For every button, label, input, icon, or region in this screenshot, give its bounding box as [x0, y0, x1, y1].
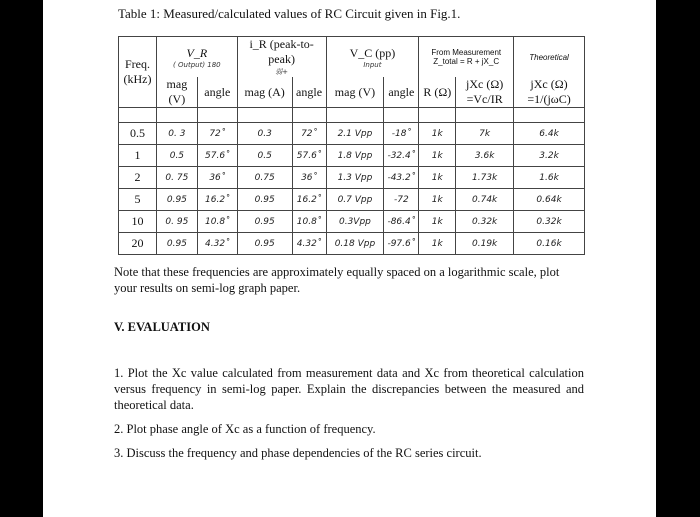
cell-ir-ang: 16.2˚ — [292, 189, 326, 211]
cell-ir-ang: 10.8˚ — [292, 211, 326, 233]
cell-ir-mag: 0.95 — [237, 233, 292, 255]
cell-xc-m: 1.73k — [456, 167, 514, 189]
freq-header: Freq. (kHz) — [119, 37, 157, 108]
cell-vc-mag: 2.1 Vpp — [326, 123, 384, 145]
cell-ir-mag: 0.95 — [237, 211, 292, 233]
cell-vr-mag: 0.5 — [156, 145, 197, 167]
cell-ir-ang: 36˚ — [292, 167, 326, 189]
table-spacer-row — [119, 108, 585, 123]
ir-header: i_R (peak-to-peak) 弱+ — [237, 37, 326, 78]
cell-vr-ang: 72˚ — [197, 123, 237, 145]
cell-xc-t: 0.16k — [514, 233, 585, 255]
note-paragraph: Note that these frequencies are approximately equally spaced on a logarithmic scale, plot your results on semi-log graph paper. — [114, 265, 560, 295]
sub-header-r: R (Ω) — [419, 77, 456, 108]
cell-xc-t: 1.6k — [514, 167, 585, 189]
cell-r: 1k — [419, 233, 456, 255]
table-row — [119, 233, 585, 255]
cell-vr-ang: 36˚ — [197, 167, 237, 189]
cell-f: 20 — [119, 233, 157, 255]
cell-vr-mag: 0.95 — [156, 189, 197, 211]
cell-vc-ang: -86.4˚ — [384, 211, 419, 233]
cell-xc-t: 6.4k — [514, 123, 585, 145]
sub-header-vr-angle: angle — [197, 77, 237, 108]
cell-vc-ang: -43.2˚ — [384, 167, 419, 189]
cell-xc-m: 7k — [456, 123, 514, 145]
table-caption: Table 1: Measured/calculated values of RC Circuit given in Fig.1. — [118, 6, 461, 21]
cell-vc-mag: 0.3Vpp — [326, 211, 384, 233]
evaluation-items — [114, 365, 584, 469]
cell-vc-mag: 1.3 Vpp — [326, 167, 384, 189]
cell-ir-ang: 72˚ — [292, 123, 326, 145]
vc-header: V_C (pp) Input — [326, 37, 419, 78]
cell-r: 1k — [419, 211, 456, 233]
cell-r: 1k — [419, 167, 456, 189]
sub-header-vc-mag: mag (V) — [326, 77, 384, 108]
cell-xc-m: 0.74k — [456, 189, 514, 211]
cell-ir-ang: 4.32˚ — [292, 233, 326, 255]
cell-xc-m: 0.32k — [456, 211, 514, 233]
cell-f: 2 — [119, 167, 157, 189]
theoretical-header: Theoretical — [514, 37, 585, 78]
cell-xc-m: 3.6k — [456, 145, 514, 167]
table-row — [119, 123, 585, 145]
sub-header-xc-measured: jXc (Ω) =Vc/IR — [456, 77, 514, 108]
cell-xc-t: 0.32k — [514, 211, 585, 233]
sub-header-ir-mag: mag (A) — [237, 77, 292, 108]
cell-xc-m: 0.19k — [456, 233, 514, 255]
cell-vc-ang: -32.4˚ — [384, 145, 419, 167]
cell-ir-ang: 57.6˚ — [292, 145, 326, 167]
cell-r: 1k — [419, 145, 456, 167]
sub-header-xc-theoretical: jXc (Ω) =1/(jωC) — [514, 77, 585, 108]
evaluation-item-1: 1. Plot the Xc value calculated from measurement data and Xc from theoretical calculation versus frequency in semi-log paper. Explain the discrepancies between the measured and theoretical data. — [114, 366, 584, 412]
cell-vc-mag: 0.18 Vpp — [326, 233, 384, 255]
cell-vr-ang: 4.32˚ — [197, 233, 237, 255]
cell-vc-mag: 1.8 Vpp — [326, 145, 384, 167]
cell-r: 1k — [419, 189, 456, 211]
cell-vr-ang: 10.8˚ — [197, 211, 237, 233]
cell-vc-ang: -72 — [384, 189, 419, 211]
table-row — [119, 211, 585, 233]
cell-f: 10 — [119, 211, 157, 233]
cell-f: 0.5 — [119, 123, 157, 145]
evaluation-item-3: 3. Discuss the frequency and phase dependencies of the RC series circuit. — [114, 446, 482, 460]
sub-header-vc-angle: angle — [384, 77, 419, 108]
vr-header: V_R ( Output) 180 — [156, 37, 237, 78]
cell-f: 5 — [119, 189, 157, 211]
measurement-header: From Measurement Z_total = R + jX_C — [419, 37, 514, 78]
sub-header-ir-angle: angle — [292, 77, 326, 108]
cell-vr-mag: 0.95 — [156, 233, 197, 255]
table-row — [119, 189, 585, 211]
cell-vr-ang: 16.2˚ — [197, 189, 237, 211]
cell-xc-t: 3.2k — [514, 145, 585, 167]
cell-ir-mag: 0.75 — [237, 167, 292, 189]
cell-ir-mag: 0.95 — [237, 189, 292, 211]
cell-vr-mag: 0. 95 — [156, 211, 197, 233]
cell-xc-t: 0.64k — [514, 189, 585, 211]
cell-f: 1 — [119, 145, 157, 167]
cell-ir-mag: 0.5 — [237, 145, 292, 167]
sub-header-vr-mag: mag (V) — [156, 77, 197, 108]
cell-vc-ang: -97.6˚ — [384, 233, 419, 255]
cell-vr-ang: 57.6˚ — [197, 145, 237, 167]
table-row — [119, 145, 585, 167]
cell-vr-mag: 0. 75 — [156, 167, 197, 189]
cell-r: 1k — [419, 123, 456, 145]
cell-ir-mag: 0.3 — [237, 123, 292, 145]
cell-vc-ang: -18˚ — [384, 123, 419, 145]
cell-vc-mag: 0.7 Vpp — [326, 189, 384, 211]
cell-vr-mag: 0. 3 — [156, 123, 197, 145]
evaluation-item-2: 2. Plot phase angle of Xc as a function of frequency. — [114, 422, 376, 436]
table-row — [119, 167, 585, 189]
rc-measurement-table — [118, 36, 585, 255]
evaluation-title: V. EVALUATION — [114, 320, 210, 334]
